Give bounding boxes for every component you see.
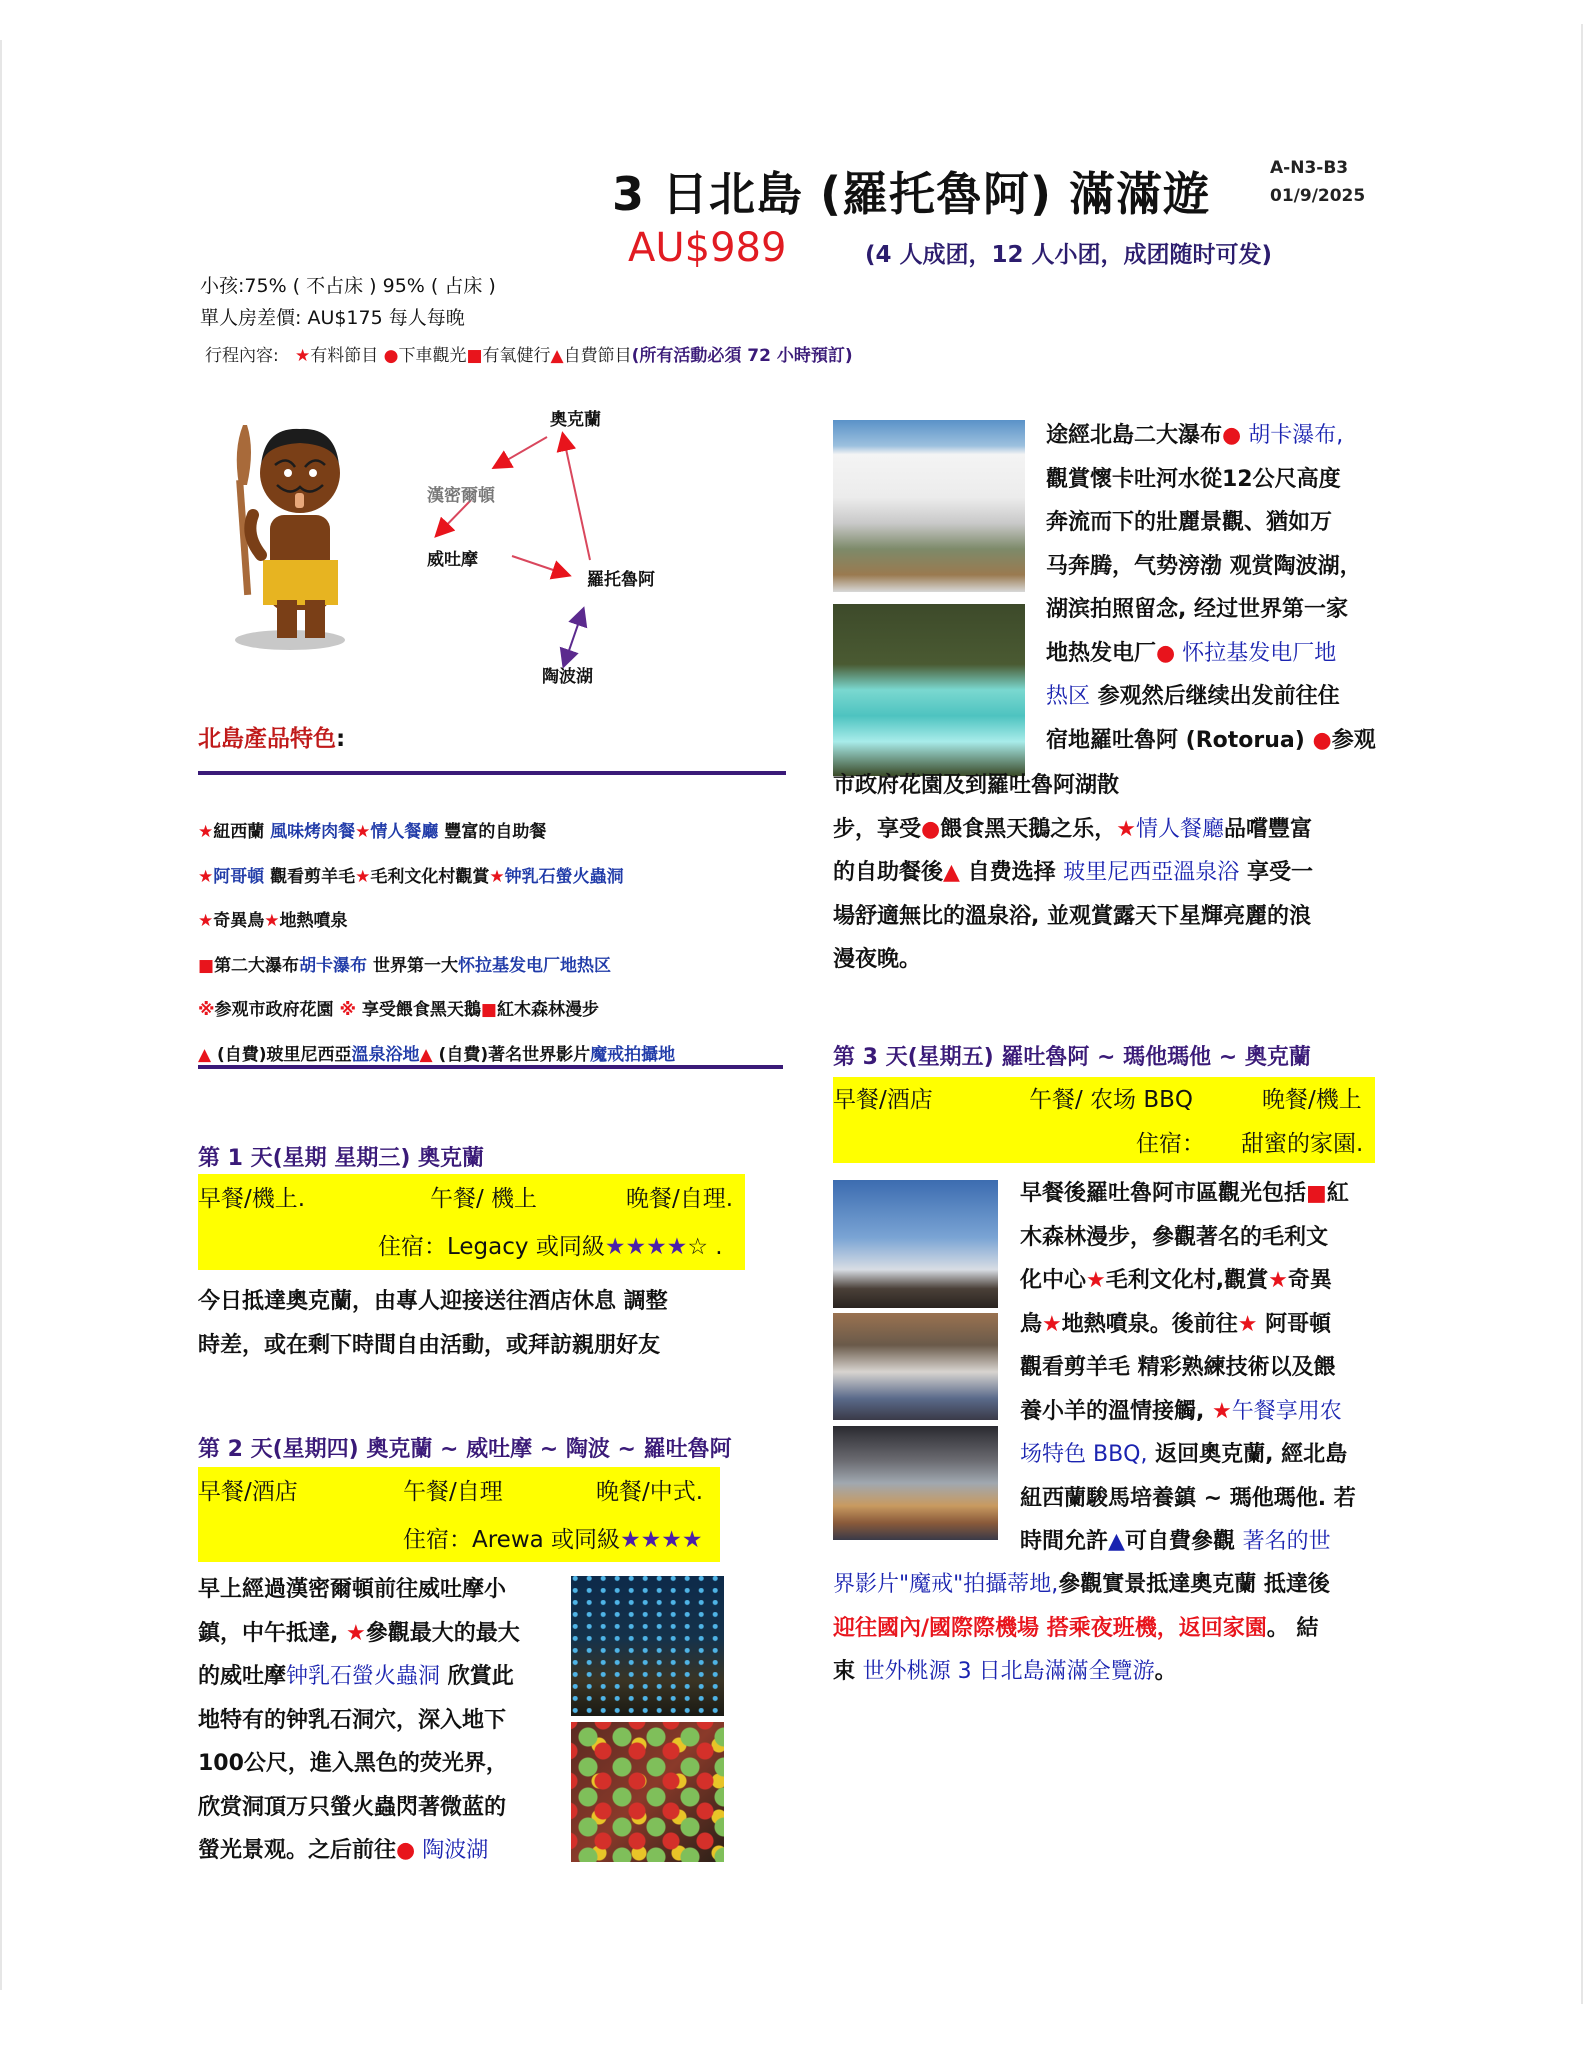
text-line <box>1046 501 1396 545</box>
text-line <box>833 938 1393 982</box>
text-segment: 觀賞懷卡吐河水從12公尺高度 <box>1046 466 1341 492</box>
star-icon: ★ <box>294 346 311 366</box>
features-heading <box>198 720 345 753</box>
city-auckland: 奧克蘭 <box>550 410 601 430</box>
pricing-notes <box>200 270 496 334</box>
maori-performer-photo <box>833 1180 998 1308</box>
day1-description <box>198 1280 758 1367</box>
day1-text-line: 時差，或在剩下時間自由活動，或拜訪親朋好友 <box>198 1332 661 1358</box>
page-edge-left <box>0 40 2 1990</box>
text-line <box>198 1612 568 1656</box>
day3-lunch: 午餐/ 农场 BBQ <box>1029 1087 1194 1113</box>
text-segment: 的自助餐後 <box>833 860 944 885</box>
star-icon: ★ <box>1237 1311 1258 1337</box>
triangle-icon: ▲ <box>198 1044 212 1065</box>
text-line <box>833 1650 1393 1694</box>
triangle-icon: ▲ <box>1108 1529 1125 1554</box>
highlight-link-text: 陶波湖 <box>415 1838 489 1863</box>
feature-text: 参观市政府花園 <box>214 1000 340 1020</box>
feature-highlight: 魔戒拍攝地 <box>590 1044 676 1065</box>
feature-highlight: 钟乳石螢火蟲洞 <box>504 866 624 887</box>
day2-hotel-name: 住宿：Arewa 或同級 <box>403 1527 621 1553</box>
day2-description <box>198 1568 568 1873</box>
feature-text: 毛利文化村觀賞 <box>370 866 490 887</box>
text-segment: 化中心 <box>1020 1268 1087 1293</box>
text-segment: 漫夜晚。 <box>833 947 922 972</box>
text-segment: 欣赏洞頂万只螢火蟲閃著微蓝的 <box>198 1794 507 1820</box>
maori-character-illustration <box>235 425 345 650</box>
feature-highlight: 情人餐廳 <box>370 822 439 842</box>
text-line <box>833 851 1393 895</box>
legend-label: 行程內容: <box>205 346 279 366</box>
tour-code: A-N3-B3 <box>1270 158 1349 178</box>
feature-highlight: 風味烤肉餐 <box>270 822 356 842</box>
text-segment: 觀看剪羊毛 精彩熟練技術以及餵 <box>1020 1355 1336 1380</box>
buffet-restaurant-photo <box>833 1426 998 1540</box>
highlight-link-text: 世外桃源 3 日北島滿滿全覽游 <box>862 1659 1155 1684</box>
text-line <box>833 1607 1393 1651</box>
day3-hotel-label: 住宿： <box>1136 1131 1205 1157</box>
text-segment: 湖滨拍照留念, 经过世界第一家 <box>1046 597 1349 622</box>
text-segment: 束 <box>833 1659 863 1684</box>
text-segment: 品嚐豐富 <box>1223 816 1312 842</box>
text-segment: 步，享受 <box>833 816 922 842</box>
star-icon: ★ <box>198 911 214 931</box>
sheep-shearing-photo <box>833 1313 998 1420</box>
text-segment: 場舒適無比的溫泉浴, 並观賞露天下星輝亮麗的浪 <box>833 903 1312 929</box>
text-segment: 養小羊的溫情接觸, <box>1020 1398 1213 1424</box>
text-line <box>1020 1259 1390 1303</box>
text-line <box>1046 458 1396 502</box>
text-segment: 地熱噴泉。後前往 <box>1061 1311 1238 1337</box>
legend-square-label: 有氧健行 <box>482 346 551 366</box>
hotel-rating-stars-icon: ★★★★ <box>604 1234 688 1260</box>
itinerary-legend <box>205 341 853 366</box>
triangle-icon: ▲ <box>419 1044 433 1065</box>
hotel-rating-stars-icon: ★★★★ <box>620 1527 703 1553</box>
features-heading-text: 北島產品特色 <box>198 726 336 752</box>
text-segment: 早上經過漢密爾頓前往威吐摩小 <box>198 1577 507 1602</box>
feature-highlight: 溫泉浴地 <box>351 1044 420 1065</box>
highlight-link-text: 情人餐廳 <box>1135 816 1224 842</box>
day2-continued-description <box>1046 414 1396 762</box>
square-icon: ■ <box>1306 1181 1327 1206</box>
text-segment: 。 <box>1154 1659 1177 1684</box>
feature-text: 奇異鳥 <box>213 911 265 931</box>
route-map <box>225 405 715 705</box>
text-line <box>833 1563 1393 1607</box>
day3-meal-box <box>833 1077 1375 1163</box>
star-icon: ★ <box>1212 1398 1232 1424</box>
feature-row <box>198 899 675 944</box>
day1-hotel-suffix: . <box>707 1234 723 1260</box>
star-icon: ★ <box>1086 1268 1106 1293</box>
city-hamilton: 漢密爾頓 <box>427 486 495 506</box>
star-icon: ★ <box>346 1620 366 1646</box>
legend-triangle-label: 自費節目 <box>563 346 632 366</box>
city-taupo: 陶波湖 <box>542 667 593 687</box>
feature-text: 世界第一大 <box>367 955 458 976</box>
star-icon: ★ <box>198 866 214 887</box>
day1-hotel <box>378 1228 723 1261</box>
text-line <box>1046 588 1396 632</box>
text-segment: 途經北島二大瀑布 <box>1046 423 1223 448</box>
star-icon: ★ <box>1042 1311 1062 1337</box>
highlight-link-text: 界影片"魔戒"拍攝蒂地, <box>833 1572 1059 1597</box>
circle-icon: ● <box>396 1838 416 1863</box>
highlight-link-text: 著名的世 <box>1242 1529 1331 1554</box>
text-segment: 早餐後羅吐魯阿市區觀光包括 <box>1020 1181 1307 1206</box>
day3-title: 第 3 天(星期五) 羅吐魯阿 ~ 瑪他瑪他 ~ 奧克蘭 <box>833 1045 1311 1070</box>
day2-title: 第 2 天(星期四) 奧克蘭 ~ 威吐摩 ~ 陶波 ~ 羅吐魯阿 <box>198 1437 732 1462</box>
day3-description-wide <box>833 1563 1393 1694</box>
text-segment: 享受一 <box>1239 860 1313 885</box>
text-segment: 欣賞此 <box>440 1664 514 1689</box>
text-segment: 返回奧克蘭, 經北島 <box>1147 1442 1348 1467</box>
feature-row <box>198 855 675 900</box>
day2-dinner: 晚餐/中式. <box>596 1479 704 1505</box>
group-size-note: (4 人成团，12 人小团，成团随时可发) <box>865 242 1273 268</box>
square-icon: ■ <box>466 346 483 366</box>
text-segment: 参观 <box>1331 727 1376 753</box>
day2-continued-wide <box>833 764 1393 982</box>
text-segment: 。 結 <box>1266 1615 1319 1641</box>
city-waitomo: 威吐摩 <box>427 550 478 570</box>
tour-code-block <box>1270 154 1365 210</box>
reference-mark-icon: ※ <box>198 1000 215 1020</box>
text-line <box>1020 1477 1390 1521</box>
feature-text: 紐西蘭 <box>213 822 271 842</box>
text-segment: 時間允許 <box>1020 1529 1109 1554</box>
feature-text: 享受餵食黑天鵝 <box>355 1000 481 1020</box>
feature-text: 地熱噴泉 <box>279 911 348 931</box>
text-segment: 參觀最大的最大 <box>365 1620 520 1646</box>
circle-icon: ● <box>1222 423 1242 448</box>
text-segment: 紅 <box>1326 1181 1349 1206</box>
page-title: 3 日北島 (羅托魯阿) 滿滿遊 <box>612 167 1211 221</box>
text-line <box>198 1699 568 1743</box>
day3-dinner: 晚餐/機上 <box>1262 1087 1362 1113</box>
single-supplement: 單人房差價: AU$175 每人每晚 <box>200 307 465 329</box>
features-list <box>198 810 675 1077</box>
day2-breakfast: 早餐/酒店 <box>198 1479 298 1505</box>
text-segment: 宿地羅吐魯阿 (Rotorua) <box>1046 727 1313 753</box>
tour-date: 01/9/2025 <box>1270 186 1366 206</box>
text-segment: 市政府花園及到羅吐魯阿湖散 <box>833 773 1120 798</box>
child-price: 小孩:75% ( 不占床 ) 95% ( 占床 ) <box>200 275 496 297</box>
day2-lunch: 午餐/自理 <box>403 1479 503 1505</box>
highlight-link-text: 午餐享用农 <box>1231 1398 1342 1424</box>
day1-meal-box <box>198 1174 745 1270</box>
day2-hotel <box>403 1521 703 1554</box>
day1-text-line: 今日抵達奧克蘭，由專人迎接送往酒店休息 調整 <box>198 1289 668 1314</box>
features-bottom-divider <box>198 1065 783 1069</box>
text-segment: 鳥 <box>1020 1311 1043 1337</box>
features-top-divider <box>198 771 786 775</box>
text-line <box>198 1829 568 1873</box>
text-line <box>1020 1433 1390 1477</box>
text-segment: 紐西蘭駿馬培養鎮 ~ 瑪他瑪他. 若 <box>1020 1485 1356 1511</box>
day3-hotel: 甜蜜的家園. <box>1241 1131 1364 1157</box>
feature-text: (自費)玻里尼西亞 <box>211 1044 352 1065</box>
features-heading-colon: : <box>336 726 346 752</box>
highlight-link-text: 玻里尼西亞溫泉浴 <box>1063 860 1240 885</box>
glowworm-cave-photo <box>571 1576 724 1716</box>
text-segment: 自费选择 <box>959 860 1064 885</box>
highlight-link-text: 怀拉基发电厂地 <box>1175 640 1337 666</box>
square-icon: ■ <box>198 955 215 976</box>
text-segment: 木森林漫步，參觀著名的毛利文 <box>1020 1224 1329 1250</box>
day1-dinner: 晚餐/自理. <box>626 1186 734 1212</box>
day1-lunch: 午餐/ 機上 <box>430 1186 538 1212</box>
square-icon: ■ <box>480 1000 497 1020</box>
text-line <box>1020 1216 1390 1260</box>
feature-row <box>198 810 675 855</box>
highlight-link-text: 胡卡瀑布, <box>1241 423 1344 448</box>
triangle-icon: ▲ <box>550 346 564 366</box>
text-line <box>1046 632 1396 676</box>
text-line <box>1046 545 1396 589</box>
feature-row <box>198 944 675 989</box>
day3-breakfast: 早餐/酒店 <box>833 1087 933 1113</box>
text-segment: 的威吐摩 <box>198 1664 287 1689</box>
star-icon: ★ <box>264 911 280 931</box>
day1-breakfast: 早餐/機上. <box>198 1186 306 1212</box>
text-line <box>1020 1303 1390 1347</box>
text-segment: 餵食黑天鵝之乐， <box>940 816 1117 842</box>
circle-icon: ● <box>1156 640 1176 666</box>
text-segment: 奔流而下的壯麗景觀、猶如万 <box>1046 510 1333 535</box>
feature-text: 紅木森林漫步 <box>496 1000 599 1020</box>
text-line <box>198 1742 568 1786</box>
text-line <box>1020 1172 1390 1216</box>
day3-description <box>1020 1172 1390 1564</box>
text-line <box>198 1568 568 1612</box>
text-segment: 马奔腾，气势滂渤 观赏陶波湖， <box>1046 553 1362 579</box>
day1-title: 第 1 天(星期 星期三) 奧克蘭 <box>198 1146 485 1171</box>
text-segment: 100公尺，進入黑色的荧光界， <box>198 1751 508 1776</box>
city-rotorua: 羅托魯阿 <box>587 570 655 590</box>
text-line <box>833 808 1393 852</box>
text-segment: 螢光景观。之后前往 <box>198 1838 397 1863</box>
text-segment: 毛利文化村,觀賞 <box>1105 1268 1269 1293</box>
text-line <box>1046 414 1396 458</box>
day1-hotel-name: 住宿：Legacy 或同級 <box>378 1234 605 1260</box>
triangle-icon: ▲ <box>943 860 960 885</box>
text-segment: 可自費參觀 <box>1124 1529 1243 1554</box>
star-icon: ★ <box>355 866 371 887</box>
geothermal-power-plant-photo <box>833 420 1025 592</box>
text-segment: 地特有的钟乳石洞穴，深入地下 <box>198 1707 507 1733</box>
highlight-link-text: 场特色 BBQ, <box>1020 1442 1148 1467</box>
text-segment: 參觀實景抵達奧克蘭 抵達後 <box>1058 1572 1330 1597</box>
text-segment: 奇異 <box>1287 1268 1332 1293</box>
feature-highlight: 胡卡瀑布 <box>299 955 368 976</box>
highlight-link-text: 热区 <box>1046 684 1091 709</box>
text-line <box>1046 675 1396 719</box>
highlight-link-text: 钟乳石螢火蟲洞 <box>286 1664 441 1689</box>
text-line <box>198 1786 568 1830</box>
circle-icon: ● <box>383 346 399 366</box>
feature-text: 觀看剪羊毛 <box>264 866 356 887</box>
text-line <box>198 1655 568 1699</box>
circle-icon: ● <box>1312 727 1332 753</box>
text-segment: 迎往國內/國際際機場 搭乘夜班機，返回家園 <box>833 1615 1267 1641</box>
text-line <box>833 764 1393 808</box>
feature-row <box>198 1033 675 1078</box>
legend-star-label: 有料節目 <box>310 346 379 366</box>
text-segment: 阿哥頓 <box>1257 1311 1332 1337</box>
circle-icon: ● <box>921 816 941 842</box>
bbq-skewers-photo <box>571 1722 724 1862</box>
star-icon: ★ <box>355 822 371 842</box>
feature-row <box>198 988 675 1033</box>
text-line <box>1020 1390 1390 1434</box>
feature-text: (自費)著名世界影片 <box>432 1044 591 1065</box>
text-segment: 鎮，中午抵達, <box>198 1620 347 1646</box>
feature-highlight: 怀拉基发电厂地热区 <box>457 955 611 976</box>
feature-text: 豐富的自助餐 <box>438 822 547 842</box>
text-line <box>1046 719 1396 763</box>
text-line <box>1020 1520 1390 1564</box>
half-star-icon: ☆ <box>687 1234 708 1260</box>
feature-highlight: 阿哥頓 <box>213 866 265 887</box>
star-icon: ★ <box>489 866 505 887</box>
huka-falls-photo <box>833 604 1025 776</box>
text-line <box>833 895 1393 939</box>
legend-booking-note: (所有活動必須 72 小時預訂) <box>631 346 853 366</box>
star-icon: ★ <box>1116 816 1136 842</box>
text-segment: 地热发电厂 <box>1046 640 1157 666</box>
star-icon: ★ <box>198 822 214 842</box>
legend-circle-label: 下車觀光 <box>398 346 467 366</box>
star-icon: ★ <box>1268 1268 1288 1293</box>
reference-mark-icon: ※ <box>339 1000 356 1020</box>
text-segment: 参观然后继续出发前往住 <box>1090 684 1340 709</box>
text-line <box>1020 1346 1390 1390</box>
feature-text: 第二大瀑布 <box>214 955 300 976</box>
day2-meal-box <box>198 1467 720 1562</box>
tour-price: AU$989 <box>628 225 787 271</box>
